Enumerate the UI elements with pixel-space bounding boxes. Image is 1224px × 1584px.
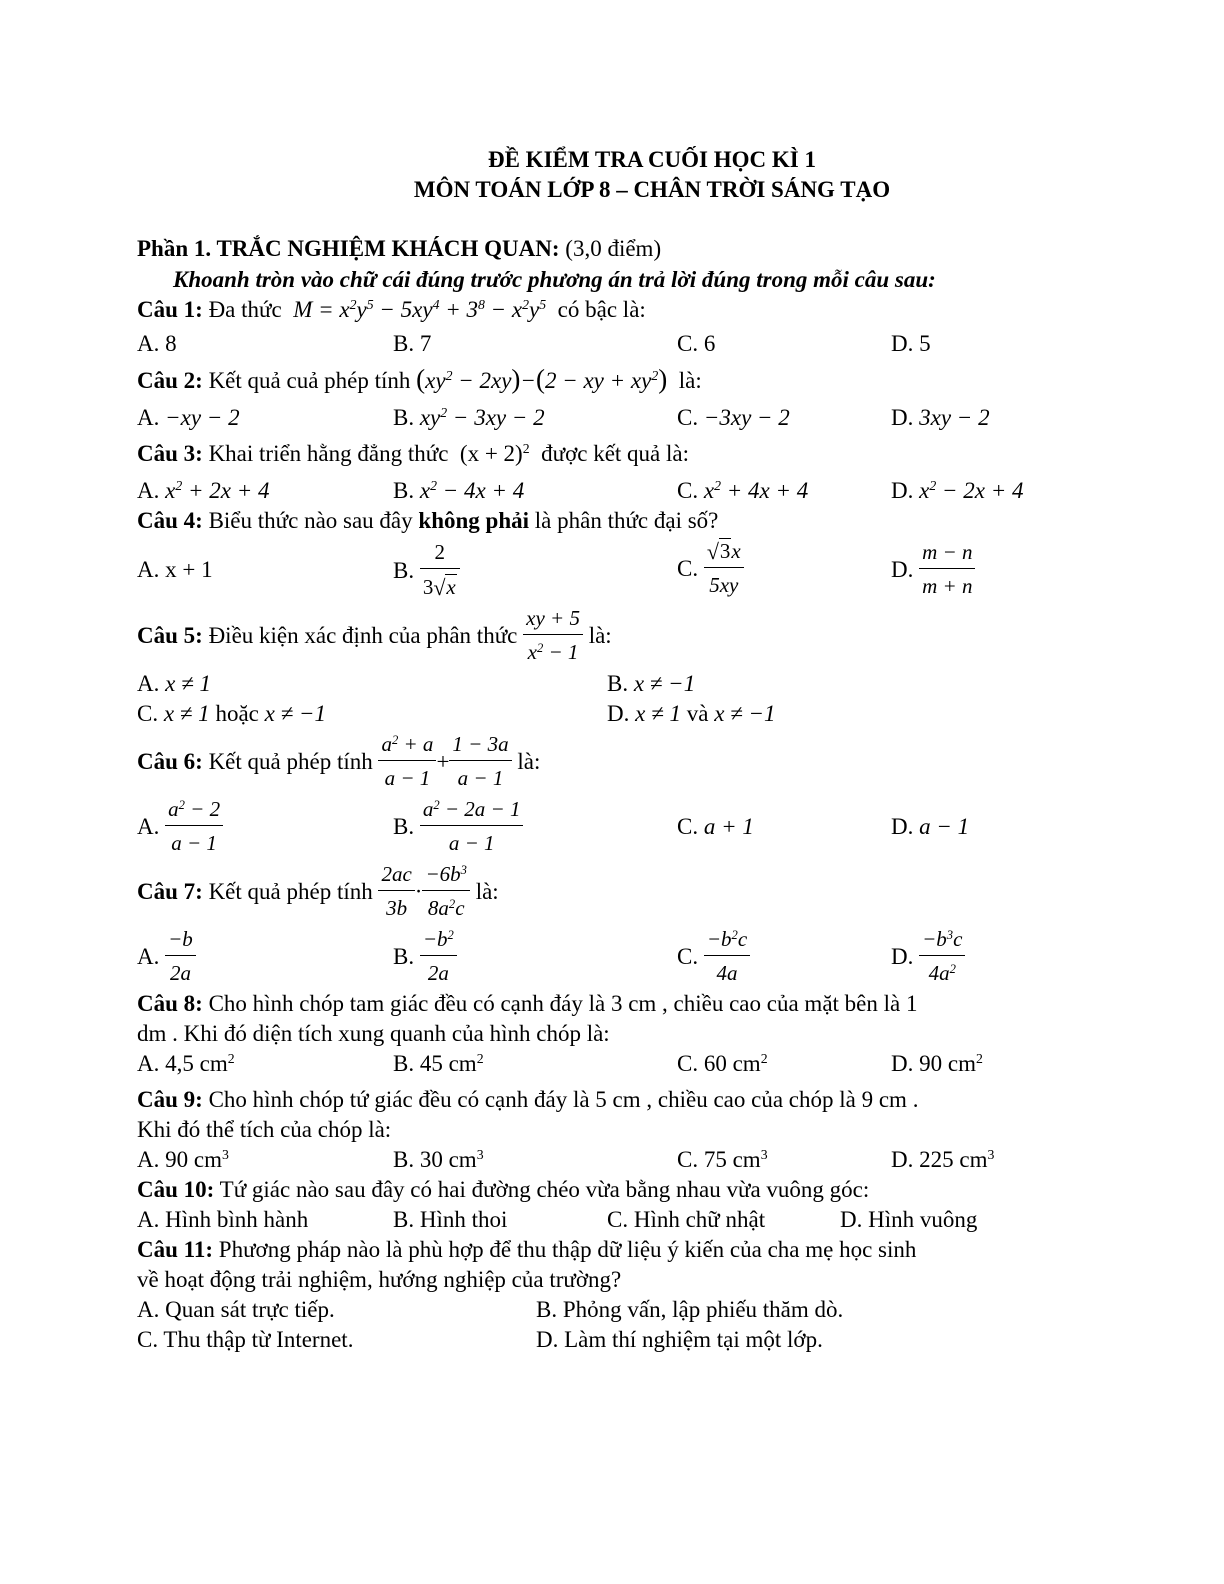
q8-option-a[interactable]: A. 4,5 $cm^2$ bbox=[137, 1051, 235, 1076]
question-6: Câu 6: Kết quả phép tính $\frac{a^2 + a}{a - 1}$ + $\frac{1 - 3a}{a - 1}$ là: bbox=[137, 732, 541, 791]
q3-option-a[interactable]: A. $x^2 + 2x + 4$ bbox=[137, 478, 270, 503]
q9-option-b[interactable]: B. 30 $cm^3$ bbox=[393, 1147, 484, 1172]
question-3: Câu 3: Khai triển hằng đẳng thức $(x + 2)^2$ được kết quả là: bbox=[137, 441, 689, 466]
q7-option-a[interactable]: A. $\frac{-b}{2a}$ bbox=[137, 927, 196, 986]
q8-option-b[interactable]: B. 45 $cm^2$ bbox=[393, 1051, 484, 1076]
q7-option-c[interactable]: C. $\frac{-b^2c}{4a}$ bbox=[677, 927, 750, 986]
question-7: Câu 7: Kết quả phép tính $\frac{2ac}{3b}$ · $\frac{-6b^3}{8a^2c}$ là: bbox=[137, 862, 499, 921]
q10-option-b[interactable]: B. Hình thoi bbox=[393, 1207, 508, 1232]
question-9: Câu 9: Cho hình chóp tứ giác đều có cạnh đáy là 5 cm , chiều cao của chóp là 9 cm . bbox=[137, 1087, 919, 1112]
q4-option-d[interactable]: D. $\frac{m - n}{m + n}$ bbox=[891, 540, 975, 599]
q7-option-d[interactable]: D. $\frac{-b^3c}{4a^2}$ bbox=[891, 927, 965, 986]
q5-option-a[interactable]: A. x ≠ 1 bbox=[137, 671, 211, 696]
question-8-line2: dm . Khi đó diện tích xung quanh của hình chóp là: bbox=[137, 1021, 610, 1046]
q10-option-c[interactable]: C. Hình chữ nhật bbox=[607, 1207, 766, 1232]
q3-expression: $(x + 2)^2$ bbox=[454, 441, 530, 466]
q9-option-c[interactable]: C. 75 $cm^3$ bbox=[677, 1147, 768, 1172]
q6-option-b[interactable]: B. $\frac{a^2 - 2a - 1}{a - 1}$ bbox=[393, 797, 523, 856]
q10-option-a[interactable]: A. Hình bình hành bbox=[137, 1207, 309, 1232]
q1-option-b[interactable]: B. 7 bbox=[393, 331, 432, 356]
q6-option-d[interactable]: D. a − 1 bbox=[891, 814, 970, 839]
question-11: Câu 11: Phương pháp nào là phù hợp để thu thập dữ liệu ý kiến của cha mẹ học sinh bbox=[137, 1237, 917, 1262]
q2-option-a[interactable]: A. −xy − 2 bbox=[137, 405, 240, 430]
q1-option-d[interactable]: D. 5 bbox=[891, 331, 931, 356]
question-4: Câu 4: Biểu thức nào sau đây không phải là phân thức đại số? bbox=[137, 508, 719, 533]
question-2: Câu 2: Kết quả cuả phép tính $(xy^2 - 2xy)-(2$ − xy + $xy^2$) là: bbox=[137, 364, 702, 394]
q6-option-a[interactable]: A. $\frac{a^2 - 2}{a - 1}$ bbox=[137, 797, 223, 856]
q8-option-c[interactable]: C. 60 $cm^2$ bbox=[677, 1051, 768, 1076]
question-1: Câu 1: Đa thức $M = x^2y^5 - 5xy^4 + 3^8 - x^2y^5$ có bậc là: bbox=[137, 297, 646, 322]
q2-expression: $(xy^2 - 2xy)-(2$ − xy + $xy^2$) bbox=[416, 364, 668, 394]
section-instruction: Khoanh tròn vào chữ cái đúng trước phương án trả lời đúng trong mỗi câu sau: bbox=[173, 267, 936, 292]
section-heading: Phần 1. TRẮC NGHIỆM KHÁCH QUAN: (3,0 điểm) bbox=[137, 236, 662, 261]
title-line1: ĐỀ KIỂM TRA CUỐI HỌC KÌ 1 bbox=[487, 147, 816, 172]
q3-option-c[interactable]: C. $x^2 + 4x + 4$ bbox=[677, 478, 809, 503]
q6-fraction-1: $\frac{a^2 + a}{a - 1}$ bbox=[378, 732, 436, 791]
q4-option-b[interactable]: B. $\frac{2}{3√x}$ bbox=[393, 540, 460, 601]
q3-option-b[interactable]: B. $x^2 - 4x + 4$ bbox=[393, 478, 525, 503]
q4-option-c[interactable]: C. $\frac{√3x}{5xy}$ bbox=[677, 538, 744, 599]
q11-option-d[interactable]: D. Làm thí nghiệm tại một lớp. bbox=[536, 1327, 823, 1352]
q2-option-d[interactable]: D. 3xy − 2 bbox=[891, 405, 990, 430]
q9-option-d[interactable]: D. 225 $cm^3$ bbox=[891, 1147, 995, 1172]
q7-option-b[interactable]: B. $\frac{-b^2}{2a}$ bbox=[393, 927, 457, 986]
question-11-line2: về hoạt động trải nghiệm, hướng nghiệp của trường? bbox=[137, 1267, 622, 1292]
title-line2: MÔN TOÁN LỚP 8 – CHÂN TRỜI SÁNG TẠO bbox=[413, 177, 891, 202]
q1-expression: $M = x^2y^5 - 5xy^4 + 3^8 - x^2y^5$ bbox=[287, 297, 547, 322]
q7-fraction-1: $\frac{2ac}{3b}$ bbox=[378, 862, 414, 921]
q2-option-c[interactable]: C. −3xy − 2 bbox=[677, 405, 790, 430]
q1-option-a[interactable]: A. 8 bbox=[137, 331, 177, 356]
q5-option-c[interactable]: C. x ≠ 1 hoặc x ≠ −1 bbox=[137, 701, 326, 726]
question-10: Câu 10: Tứ giác nào sau đây có hai đường chéo vừa bằng nhau vừa vuông góc: bbox=[137, 1177, 870, 1202]
q11-option-a[interactable]: A. Quan sát trực tiếp. bbox=[137, 1297, 335, 1322]
question-5: Câu 5: Điều kiện xác định của phân thức $\frac{xy + 5}{x^2 - 1}$ là: bbox=[137, 606, 612, 665]
q5-option-b[interactable]: B. x ≠ −1 bbox=[607, 671, 696, 696]
q6-fraction-2: $\frac{1 - 3a}{a - 1}$ bbox=[449, 732, 511, 791]
q11-option-b[interactable]: B. Phỏng vấn, lập phiếu thăm dò. bbox=[536, 1297, 844, 1322]
q1-option-c[interactable]: C. 6 bbox=[677, 331, 716, 356]
q4-option-a[interactable]: A. x + 1 bbox=[137, 557, 213, 582]
q5-fraction: $\frac{xy + 5}{x^2 - 1}$ bbox=[523, 606, 583, 665]
q7-fraction-2: $\frac{-6b^3}{8a^2c}$ bbox=[422, 862, 469, 921]
question-9-line2: Khi đó thể tích của chóp là: bbox=[137, 1117, 392, 1142]
q10-option-d[interactable]: D. Hình vuông bbox=[840, 1207, 978, 1232]
q6-option-c[interactable]: C. a + 1 bbox=[677, 814, 754, 839]
q2-option-b[interactable]: B. $xy^2 - 3xy - 2$ bbox=[393, 405, 545, 430]
q8-option-d[interactable]: D. 90 $cm^2$ bbox=[891, 1051, 983, 1076]
q3-option-d[interactable]: D. $x^2 - 2x + 4$ bbox=[891, 478, 1024, 503]
question-8: Câu 8: Cho hình chóp tam giác đều có cạnh đáy là 3 cm , chiều cao của mặt bên là 1 bbox=[137, 991, 918, 1016]
q9-option-a[interactable]: A. 90 $cm^3$ bbox=[137, 1147, 229, 1172]
q11-option-c[interactable]: C. Thu thập từ Internet. bbox=[137, 1327, 354, 1352]
q5-option-d[interactable]: D. x ≠ 1 và x ≠ −1 bbox=[607, 701, 776, 726]
